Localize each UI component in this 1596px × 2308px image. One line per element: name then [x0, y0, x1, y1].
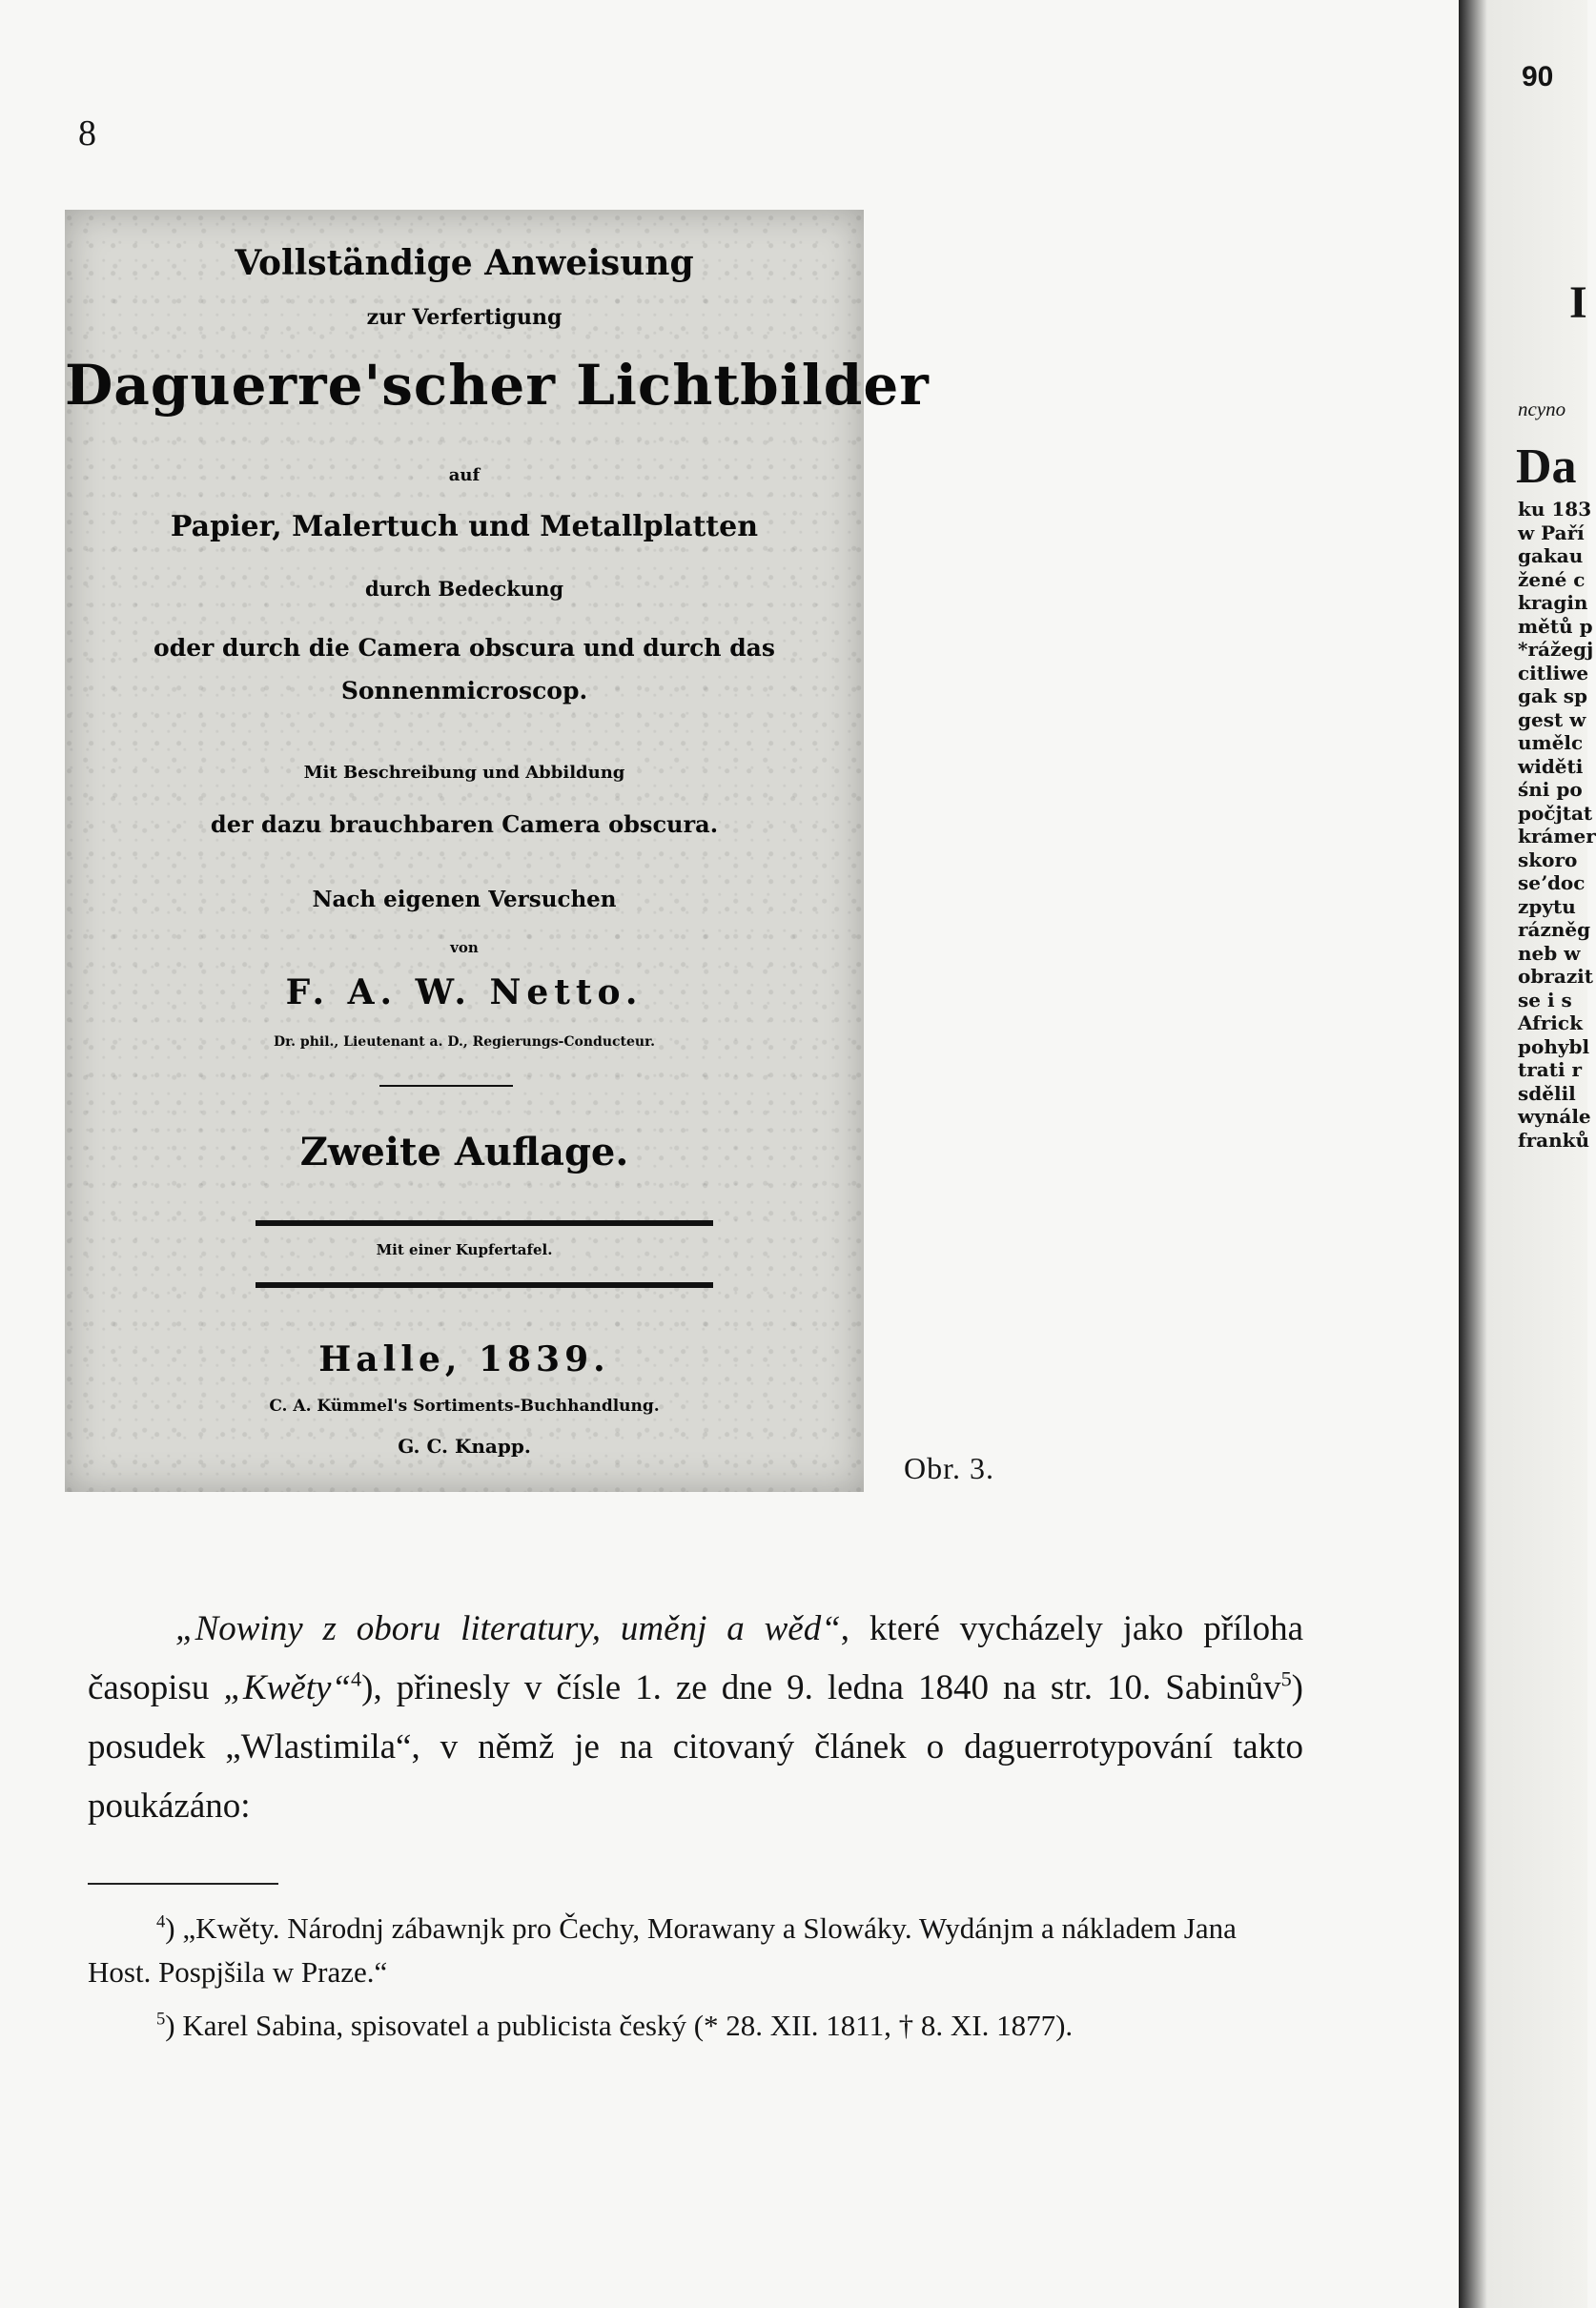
tp-line-18: C. A. Kümmel's Sortiments-Buchhandlung. — [269, 1397, 660, 1416]
tp-line-12: von — [450, 939, 479, 956]
adjacent-page-number: 90 — [1522, 61, 1554, 92]
footnote-5-text: ) Karel Sabina, spisovatel a publicista český (* 28. XII. 1811, † 8. XI. 1877). — [165, 2009, 1074, 2042]
tp-line-9: Mit Beschreibung und Abbildung — [303, 763, 625, 783]
tp-line-3: Daguerre'scher Lichtbilder — [65, 353, 930, 418]
adjacent-page-line: sdělil — [1518, 1081, 1576, 1105]
footnote-5 — [88, 2004, 1303, 2048]
tp-line-4: auf — [448, 465, 481, 485]
tp-line-10: der dazu brauchbaren Camera obscura. — [210, 810, 719, 838]
tp-line-2: zur Verfertigung — [366, 305, 563, 330]
adjacent-page-strip — [1459, 0, 1596, 2308]
footnote-ref-4: 4 — [351, 1666, 362, 1691]
footnote-4 — [88, 1907, 1303, 1994]
adjacent-page-line: skoro — [1518, 848, 1578, 871]
adjacent-page-line: ku 183 — [1518, 498, 1592, 521]
tp-line-1: Vollständige Anweisung — [235, 243, 694, 283]
tp-line-19: G. C. Knapp. — [398, 1435, 531, 1458]
tp-line-14: Dr. phil., Lieutenant a. D., Regierungs-Conducteur. — [273, 1034, 656, 1050]
tp-thick-rule-bottom — [256, 1282, 713, 1288]
footnote-separator — [88, 1883, 278, 1885]
footnote-ref-5: 5 — [1280, 1666, 1292, 1691]
adjacent-page-line: widěti — [1518, 754, 1584, 778]
adjacent-page-line: gak sp — [1518, 684, 1588, 707]
adjacent-page-line: zpytu — [1518, 894, 1576, 918]
body-italic-title: „Nowiny z oboru literatury, uměnj a wěd“ — [175, 1609, 841, 1648]
adjacent-page-line: se i s — [1518, 988, 1572, 1011]
adjacent-page-line: seʼdoc — [1518, 871, 1586, 894]
body-italic-journal: „Kwěty“ — [223, 1668, 352, 1707]
adjacent-page-line: obrazit — [1518, 965, 1594, 988]
adjacent-page-line: wynále — [1518, 1105, 1591, 1128]
adjacent-page-line: umělc — [1518, 731, 1584, 754]
adjacent-page-line: gest w — [1518, 707, 1586, 731]
footnote-4-mark: 4 — [156, 1911, 166, 1932]
adjacent-page-line: citliwe — [1518, 661, 1589, 684]
adjacent-page-line: neb w — [1518, 941, 1581, 965]
adjacent-page-line: rázněg — [1518, 918, 1591, 941]
adjacent-page-line: gakau — [1518, 544, 1584, 567]
tp-line-6: durch Bedeckung — [364, 577, 564, 601]
adjacent-page-line: žené c — [1518, 567, 1586, 591]
tp-line-16: Mit einer Kupfertafel. — [376, 1241, 553, 1258]
body-text-a: , které vycházely jako příloha časopisu — [88, 1609, 1303, 1707]
adjacent-page-heading-letter: I — [1569, 277, 1587, 328]
tp-short-rule — [379, 1085, 513, 1087]
adjacent-page-line: mětů p — [1518, 614, 1593, 638]
body-text-b: ), přinesly v čísle 1. ze dne 9. ledna 1840 na str. 10. Sabinův — [361, 1668, 1281, 1707]
tp-thick-rule-top — [256, 1220, 713, 1226]
tp-line-13: F. A. W. Netto. — [285, 972, 644, 1012]
adjacent-page-line: krámer — [1518, 825, 1596, 848]
body-text-c: ) posudek „Wlastimila“, v němž je na citovaný článek o daguerrotypování takto poukázáno: — [88, 1668, 1303, 1826]
tp-line-7: oder durch die Camera obscura und durch das — [153, 634, 775, 662]
tp-line-5: Papier, Malertuch und Metallplatten — [170, 510, 759, 543]
title-page-figure — [65, 210, 930, 1492]
adjacent-page-line: w Paří — [1518, 521, 1585, 544]
footnote-4-text: ) „Kwěty. Národnj zábawnjk pro Čechy, Morawany a Slowáky. Wydánjm a nákladem Jana Host. Pospjšila w Praze.“ — [88, 1911, 1237, 1989]
tp-line-11: Nach eigenen Versuchen — [312, 887, 617, 912]
tp-line-8: Sonnenmicroscop. — [340, 677, 588, 705]
adjacent-page-line: počjtat — [1518, 801, 1593, 825]
adjacent-page-dropcap: Da — [1516, 439, 1577, 494]
adjacent-page-line: trati r — [1518, 1058, 1583, 1081]
tp-line-17: Halle, 1839. — [318, 1339, 610, 1379]
body-paragraph — [88, 1600, 1303, 1836]
figure-caption: Obr. 3. — [904, 1451, 994, 1485]
page-number: 8 — [78, 113, 96, 153]
adjacent-page-line: franků — [1518, 1128, 1590, 1152]
adjacent-page-line: śni po — [1518, 778, 1583, 801]
adjacent-page-line: pohybl — [1518, 1034, 1590, 1058]
adjacent-page-line: *rážegj — [1518, 638, 1594, 661]
adjacent-page-heading-fragment: ncyno — [1518, 398, 1566, 420]
adjacent-page-line: Africk — [1518, 1011, 1583, 1034]
footnote-5-mark: 5 — [156, 2009, 166, 2030]
adjacent-page-line: kragin — [1518, 591, 1588, 614]
tp-line-15: Zweite Auflage. — [299, 1130, 629, 1174]
